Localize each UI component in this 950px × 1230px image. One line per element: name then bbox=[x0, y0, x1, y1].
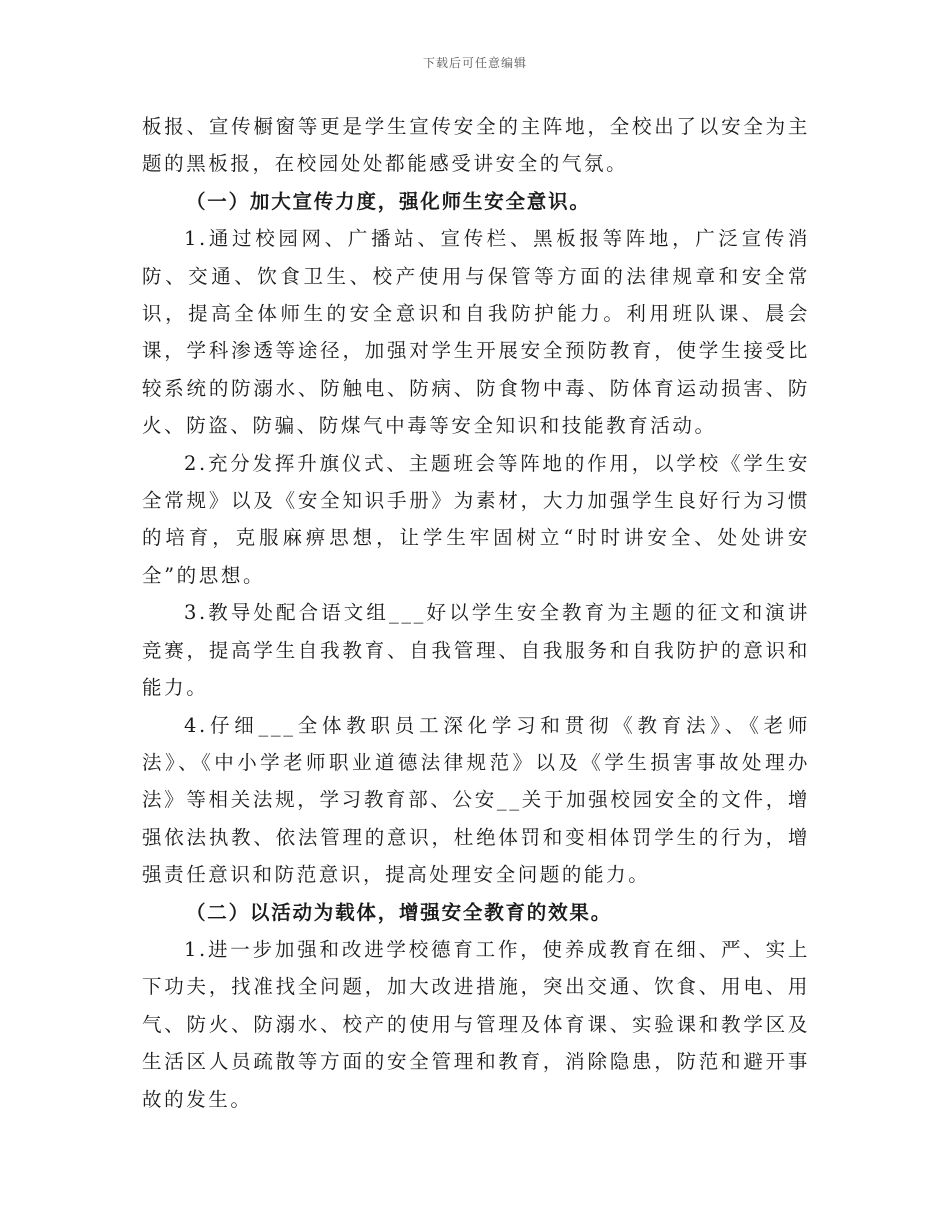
page-header: 下载后可任意编辑 bbox=[422, 56, 527, 70]
section-heading-2: （二）以活动为载体，增强安全教育的效果。 bbox=[186, 900, 613, 924]
paragraph-intro: 板报、宣传橱窗等更是学生宣传安全的主阵地，全校出了以安全为主题的黑板报，在校园处处都能感受讲安全的气氛。 bbox=[142, 115, 810, 176]
paragraph-item-2: 2.充分发挥升旗仪式、主题班会等阵地的作用，以学校《学生安全常规》以及《安全知识手册》为素材，大力加强学生良好行为习惯的培育，克服麻痹思想，让学生牢固树立“时时讲安全、处处讲安全”的思想。 bbox=[142, 451, 810, 587]
document-body bbox=[142, 108, 810, 1118]
section-heading-1: （一）加大宣传力度，强化师生安全意识。 bbox=[186, 189, 591, 213]
paragraph-item-5: 1.进一步加强和改进学校德育工作，使养成教育在细、严、实上下功夫，找准找全问题，加大改进措施，突出交通、饮食、用电、用气、防火、防溺水、校产的使用与管理及体育课、实验课和教学区及生活区人员疏散等方面的安全管理和教育，消除隐患，防范和避开事故的发生。 bbox=[142, 937, 810, 1111]
paragraph-item-4: 4.仔细___全体教职员工深化学习和贯彻《教育法》、《老师法》、《中小学老师职业道德法律规范》以及《学生损害事故处理办法》等相关法规，学习教育部、公安__关于加强校园安全的文件，增强依法执教、依法管理的意识，杜绝体罚和变相体罚学生的行为，增强责任意识和防范意识，提高处理安全问题的能力。 bbox=[142, 713, 810, 887]
paragraph-item-1: 1.通过校园网、广播站、宣传栏、黑板报等阵地，广泛宣传消防、交通、饮食卫生、校产使用与保管等方面的法律规章和安全常识，提高全体师生的安全意识和自我防护能力。利用班队课、晨会课，学科渗透等途径，加强对学生开展安全预防教育，使学生接受比较系统的防溺水、防触电、防病、防食物中毒、防体育运动损害、防火、防盗、防骗、防煤气中毒等安全知识和技能教育活动。 bbox=[142, 227, 810, 438]
paragraph-item-3: 3.教导处配合语文组___好以学生安全教育为主题的征文和演讲竞赛，提高学生自我教育、自我管理、自我服务和自我防护的意识和能力。 bbox=[142, 601, 810, 700]
